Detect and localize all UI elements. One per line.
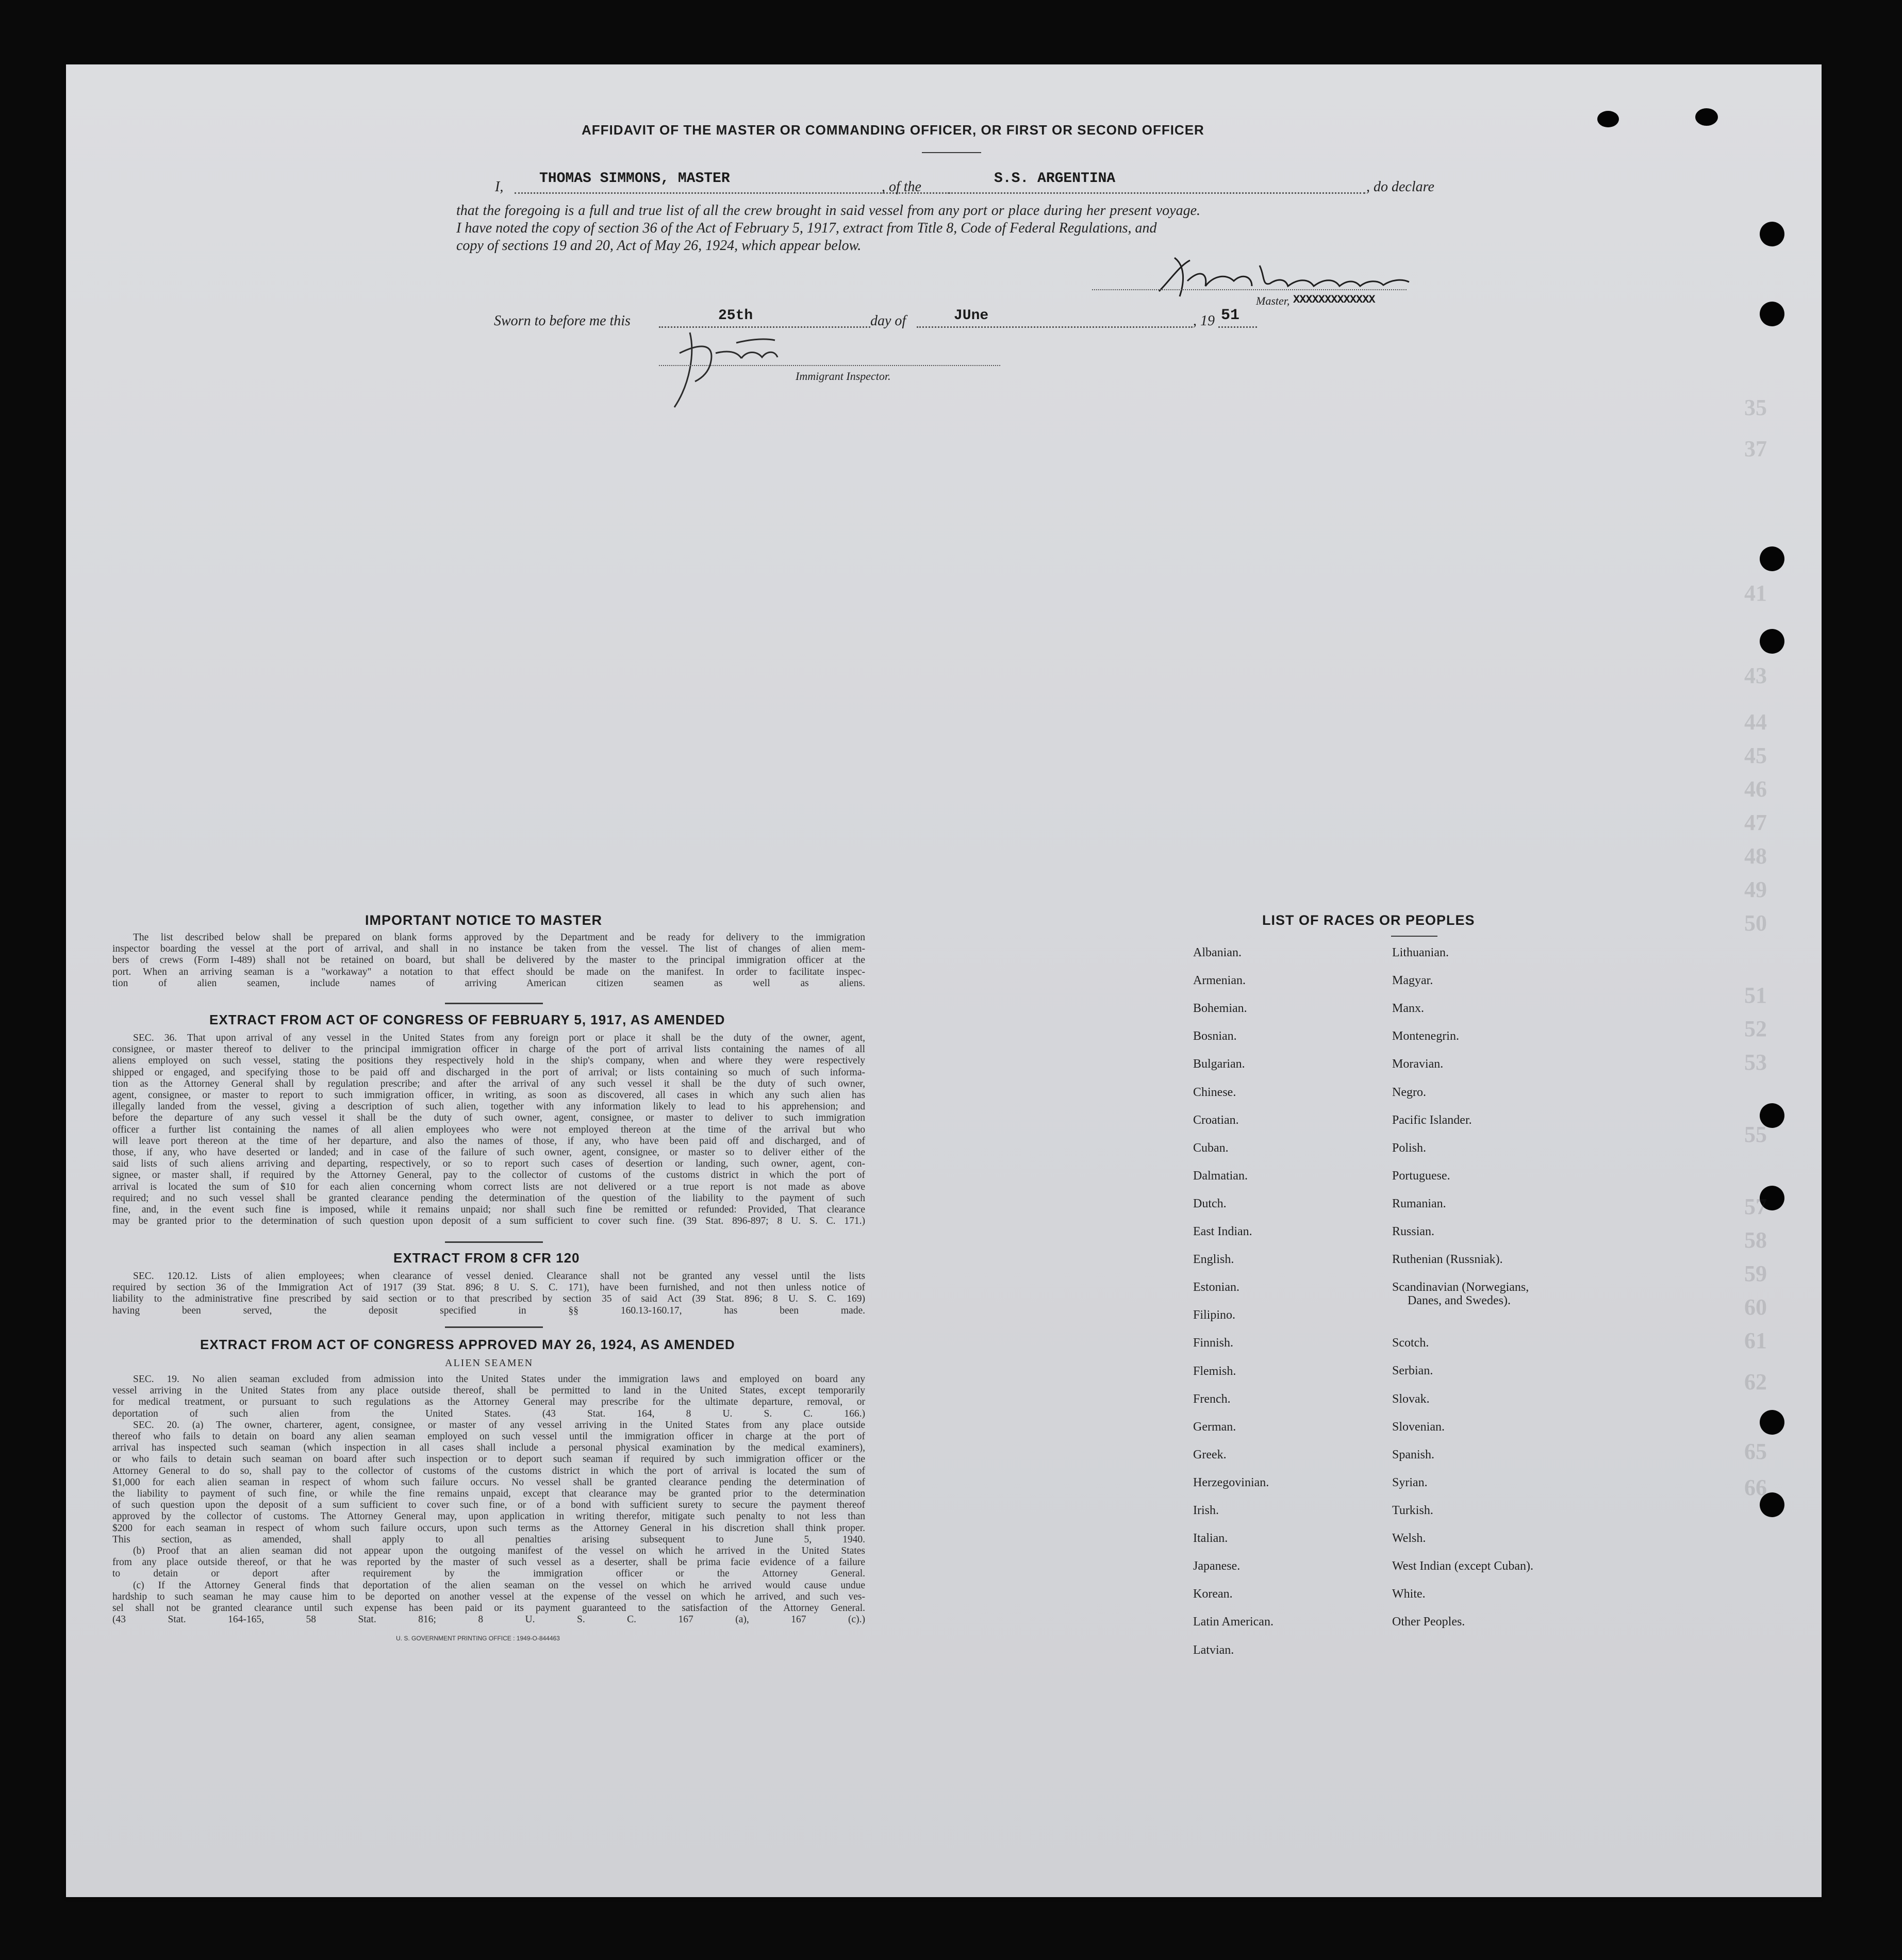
race-item: Slovenian.	[1392, 1420, 1445, 1434]
race-item: Montenegrin.	[1392, 1029, 1459, 1043]
race-item: Estonian.	[1193, 1281, 1239, 1294]
do-declare-label: , do declare	[1366, 179, 1434, 195]
race-item: Other Peoples.	[1392, 1615, 1465, 1629]
race-item: Bosnian.	[1193, 1029, 1237, 1043]
text-line: aliens employed on such vessel, stating the positions they respectively hold in the ship's company, when and where they were respectively	[112, 1055, 865, 1067]
race-item: Polish.	[1392, 1141, 1427, 1155]
extract-1917-title: EXTRACT FROM ACT OF CONGRESS OF FEBRUARY 5, 1917, AS AMENDED	[209, 1012, 725, 1027]
text-line: SEC. 120.12. Lists of alien employees; when clearance of vessel denied. Clearance shall not be granted any vessel until the lists	[133, 1271, 865, 1282]
text-line: those, if any, who have deserted or landed; and in case of the failure of such owner, agent, consignee, or master so to deliver either of the	[112, 1147, 865, 1158]
inspector-signature	[659, 322, 783, 415]
race-item: Flemish.	[1193, 1364, 1236, 1378]
race-item: Welsh.	[1392, 1532, 1426, 1545]
text-line: deportation of such alien from the United States. (43 Stat. 164, 8 U. S. C. 166.)	[112, 1408, 865, 1419]
text-line: illegally landed from the vessel, giving a description of such alien, together with any information likely to lead to his apprehension; and	[112, 1101, 865, 1112]
text-line: SEC. 36. That upon arrival of any vessel in the United States from any foreign port or place it shall be the duty of the owner, agent,	[133, 1033, 865, 1043]
text-line: (43 Stat. 164-165, 58 Stat. 816; 8 U. S. C. 167 (a), 167 (c).)	[112, 1614, 865, 1625]
race-item: Pacific Islander.	[1392, 1113, 1472, 1127]
race-item: Negro.	[1392, 1085, 1426, 1099]
punch-hole	[1760, 222, 1784, 246]
race-item: Scotch.	[1392, 1336, 1429, 1350]
extract-1924-body	[112, 1374, 865, 1625]
text-line: tion of alien seamen, include names of arriving American citizen seamen as well as aliens.	[112, 977, 865, 989]
text-line: for medical treatment, or pursuant to such regulations as the Attorney General may prescribe for the ultimate departure, removal, or	[112, 1397, 865, 1408]
text-line: arrival has inspected such seaman (which inspection in all cases shall include a personal physical examination by the medical examiners),	[112, 1442, 865, 1454]
punch-hole	[1760, 302, 1784, 326]
year-value: 51	[1221, 307, 1240, 324]
race-item: Moravian.	[1392, 1057, 1444, 1071]
document-sheet: 35 37 41 43 44 45 46 47 48 49 50 51 52 53 55 57 58 59 60 61 62 65 66 AFFIDAVIT OF THE MASTER OR COMMANDING OFFICER, OR FIRST OR SECOND OFFICER I, THOMAS SIMMONS, MASTER , of the S.S. ARGENTINA , do declare that the foregoing is a full and true list of all the crew brought in said vessel from any port or place during her present voyage. I have noted the copy of section 36 of the Act of February 5, 1917, extract from Title 8, Code of Federal Regulations, and copy of sections 19 and 20, Act of May 26, 1924, which appear below. Master, XXXXXXXXXXXXX Sworn to before me this 25th day of JUne , 19 51 Immigrant Inspector. IMPORTANT NOTICE TO MASTER The list described below shall be prepared on blank forms approved by the Department and be ready for delivery to the immigration inspector boarding the vessel at the port of arrival, and shall in no instance be taken from the vessel. The list of changes of alien mem- bers of crews (Form I-489) shall not be retained on board, but shall be delivered by the master to the principal immigration officer at the port. When an arriving seaman is a "workaway" a notation to that effect should be made on the manifest. In order to facilitate inspec- tion of alien seamen, include names of arriving American citizen seamen as well as aliens. EXTRACT FROM ACT OF CONGRESS OF FEBRUARY 5, 1917, AS AMENDED SEC. 36. That upon arrival of any vessel in the United States from any foreign port or place it shall be the duty of the owner, agent, consignee, or master thereof to deliver to the principal immigration officer in charge of the port of arrival lists containing the names of all aliens employed on such vessel, stating the positions they respectively hold in the ship's company, when and where they were respectively shipped or engaged, and specifying those to be paid off and discharged in the port of arrival; or lists containing so much of such informa- tion as the Attorney General shall by regulation prescribe; and after the arrival of any such vessel it shall be the duty of such owner, agent, consignee, or master to report to such immigration officer, in writing, as soon as discovered, all cases in which any such alien has illegally landed from the vessel, giving a description of such alien, together with any information likely to lead to his apprehension; and before the departure of any such vessel it shall be the duty of such owner, agent, consignee, or master to deliver to such immigration officer a further list containing the names of all alien employees who were not employed thereon at the time of the arrival but who will leave port thereon at the time of her departure, and also the names of those, if any, who have been paid off and discharged, and of those, if any, who have deserted or landed; and in case of the failure of such owner, agent, consignee, or master so to deliver either of the said lists of such aliens arriving and departing, respectively, or so to report such cases of desertion or landing, such owner, agent, con- signee, or master shall, if required by the Attorney General, pay to the collector of customs of the customs district in which the port of arrival is located the sum of $10 for each alien concerning whom correct lists are not delivered or a true report is not made as above required; and no such vessel shall be granted clearance pending the determination of the question of the liability to the payment of such fine, and, in the event such fine is imposed, while it remains unpaid; nor shall such fine be remitted or refunded: Provided, That clearance may be granted prior to the determination of such question upon deposit of a sum sufficient to cover such fine. (39 Stat. 896-897; 8 U. S. C. 171.) EXTRACT FROM 8 CFR 120 SEC. 120.12. Lists of alien employees; when clearance of vessel denied. Clearance shall not be granted any vessel until the lists required by section 36 of the Immigration Act of 1917 (39 Stat. 896; 8 U. S. C. 171), have been furnished, and not then unless notice of liability to the administrative fine prescribed by said section or to that prescribed by section 35 of said Act (39 Stat. 896; 8 U. S. C. 169) having been served, the deposit specified in §§ 160.13-160.17, has been made. EXTRACT FROM ACT OF CONGRESS APPROVED MAY 26, 1924, AS AMENDED ALIEN SEAMEN SEC. 19. No alien seaman excluded from admission into the United States under the immigration laws and employed on board any vessel arriving in the United States from any place outside thereof, shall be permitted to land in the United States, except temporarily for medical treatment, or pursuant to such regulations as the Attorney General may prescribe for the ultimate departure, removal, or deportation of such alien from the United States. (43 Stat. 164, 8 U. S. C. 166.) SEC. 20. (a) The owner, charterer, agent, consignee, or master of any vessel arriving in the United States from any place outside thereof who fails to detain on board any alien seaman employed on such vessel until the immigration officer in charge at the port of arrival has inspected such seaman (which inspection in all cases shall include a personal physical examination by the medical examiners), or who fails to detain such seaman on board after such inspection or to deport such seaman if required by such immigration officer or the Attorney General to do so, shall pay to the collector of customs of the customs district in which the port of arrival is located the sum of $1,000 for each alien seaman in respect of whom such failure occurs. No vessel shall be granted clearance pending the determination of the liability to payment of such fine, or while the fine remains unpaid, except that clearance may be granted prior to the determination of such question upon the deposit of a sum sufficient to cover such fine, or of a bond with sufficient surety to secure the payment thereof approved by the collector of customs. The Attorney General may, upon application in writing therefor, mitigate such penalty to not less than $200 for each seaman in respect of whom such failure occurs, upon such terms as the Attorney General in his discretion shall think proper. This section, as amended, shall apply to all penalties arising subsequent to June 5, 1940. (b) Proof that an alien seaman did not appear upon the outgoing manifest of the vessel on which he arrived in the United States from any place outside thereof, or that he was reported by the master of such vessel as a deserter, shall be prima facie evidence of a failure to detain or deport after requirement by the immigration officer or the Attorney General. (c) If the Attorney General finds that deportation of the alien seaman on the vessel on which he arrived would cause undue hardship to such seaman he may cause him to be deported on another vessel at the expense of the vessel on which he arrived, and such ves- sel shall not be granted clearance until such expense has been paid or its payment guaranteed to the satisfaction of the Attorney General. (43 Stat. 164-165, 58 Stat. 816; 8 U. S. C. 167 (a), 167 (c).) U. S. GOVERNMENT PRINTING OFFICE : 1949-O-844463 LIST OF RACES OR PEOPLES Albanian. Armenian. Bohemian. Bosnian. Bulgarian. Chinese. Croatian. Cuban. Dalmatian. Dutch. East Indian. English. Estonian. Filipino. Finnish. Flemish. French. German. Greek. Herzegovinian. Irish. Italian. Japanese. Korean. Latin American. Latvian. Lithuanian. Magyar. Manx. Montenegrin. Moravian. Negro. Pacific Islander. Polish. Portuguese. Rumanian. Russian. Ruthenian (Russniak). Scandinavian (Norwegians, Danes, and Swedes). Scotch. Serbian. Slovak. Slovenian. Spanish. Syrian. Turkish. Welsh. West Indian (except Cuban). White. Other Peoples.	[66, 64, 1822, 1897]
affidavit-body-line-3: copy of sections 19 and 20, Act of May 26, 1924, which appear below.	[456, 238, 862, 254]
affidavit-title: AFFIDAVIT OF THE MASTER OR COMMANDING OFFICER, OR FIRST OR SECOND OFFICER	[582, 122, 1204, 138]
race-item: Latvian.	[1193, 1643, 1234, 1657]
text-line: signee, or master shall, if required by the Attorney General, pay to the collector of customs of the customs district in which the port of	[112, 1170, 865, 1181]
text-line: required by section 36 of the Immigration Act of 1917 (39 Stat. 896; 8 U. S. C. 171), have been furnished, and not then unless notice of	[112, 1282, 865, 1293]
extract-1924-title: EXTRACT FROM ACT OF CONGRESS APPROVED MAY 26, 1924, AS AMENDED	[200, 1337, 735, 1352]
text-line: SEC. 20. (a) The owner, charterer, agent, consignee, or master of any vessel arriving in the United States from any place outside	[133, 1419, 865, 1431]
race-item: German.	[1193, 1420, 1236, 1434]
race-item: Dalmatian.	[1193, 1169, 1248, 1183]
punch-hole	[1695, 108, 1718, 126]
divider	[445, 1241, 543, 1243]
text-line: sel shall not be granted clearance until such expense has been paid or its payment guaranteed to the satisfaction of the Attorney General.	[112, 1603, 865, 1614]
punch-hole	[1760, 546, 1784, 571]
text-line: from any place outside thereof, or that he was reported by the master of such vessel as a deserter, shall be prima facie evidence of a failure	[112, 1557, 865, 1568]
race-item: English.	[1193, 1253, 1234, 1267]
i-label: I,	[495, 179, 504, 195]
race-item: Irish.	[1193, 1504, 1219, 1517]
text-line: (c) If the Attorney General finds that deportation of the alien seaman on the vessel on which he arrived would cause undue	[133, 1580, 865, 1591]
race-item: Manx.	[1392, 1002, 1424, 1016]
extract-1924-subtitle: ALIEN SEAMEN	[445, 1357, 534, 1369]
race-item: Magyar.	[1392, 974, 1433, 988]
race-item: French.	[1193, 1392, 1231, 1406]
divider	[445, 1326, 543, 1328]
race-item: Croatian.	[1193, 1113, 1239, 1127]
of-the-label: , of the	[882, 179, 921, 195]
race-item: Russian.	[1392, 1225, 1435, 1238]
text-line: said lists of such aliens arriving and departing, respectively, or so to report such cases of desertion or landing, such owner, agent, con-	[112, 1158, 865, 1170]
race-item: Herzegovinian.	[1193, 1475, 1269, 1489]
race-item: Latin American.	[1193, 1615, 1273, 1629]
vessel-name-value: S.S. ARGENTINA	[994, 171, 1116, 187]
race-item: Armenian.	[1193, 974, 1246, 988]
punch-hole	[1760, 629, 1784, 654]
notice-title: IMPORTANT NOTICE TO MASTER	[365, 912, 602, 928]
race-item: Albanian.	[1193, 946, 1242, 959]
text-line: will leave port thereon at the time of her departure, and also the names of those, if any, who have been paid off and discharged, and of	[112, 1135, 865, 1147]
race-item: Bohemian.	[1193, 1002, 1247, 1016]
race-item: Bulgarian.	[1193, 1057, 1245, 1071]
year-prefix: , 19	[1193, 313, 1215, 329]
punch-hole	[1760, 1410, 1784, 1435]
text-line: the liability to payment of such fine, or while the fine remains unpaid, except that clearance may be granted prior to the determination	[112, 1488, 865, 1500]
text-line: shipped or engaged, and specifying those to be paid off and discharged in the port of arrival; or lists containing so much of such informa-	[112, 1067, 865, 1078]
text-line: $1,000 for each alien seaman in respect of whom such failure occurs. No vessel shall be granted clearance pending the determination of	[112, 1476, 865, 1488]
text-line: SEC. 19. No alien seaman excluded from admission into the United States under the immigration laws and employed on board any	[133, 1374, 865, 1385]
text-line: The list described below shall be prepared on blank forms approved by the Department and be ready for delivery to the immigration	[133, 932, 865, 943]
race-item: Finnish.	[1193, 1336, 1234, 1350]
text-line: approved by the collector of customs. The Attorney General may, upon application in writing therefor, mitigate such penalty to not less than	[112, 1511, 865, 1522]
affidavit-body-line-2: I have noted the copy of section 36 of the Act of February 5, 1917, extract from Title 8, Code of Federal Regulations, and	[456, 220, 1157, 236]
text-line: thereof who fails to detain on board any alien seaman employed on such vessel until the immigration officer in charge at the port of	[112, 1431, 865, 1442]
race-item: Korean.	[1193, 1587, 1233, 1601]
master-caption: Master,	[1256, 294, 1290, 307]
divider	[445, 1003, 543, 1004]
race-item: Greek.	[1193, 1448, 1227, 1461]
text-line: arrival is located the sum of $10 for each alien concerning whom correct lists are not delivered or a true report is not made as above	[112, 1181, 865, 1192]
day-of-label: day of	[870, 313, 906, 329]
text-line: of such question upon the deposit of a sum sufficient to cover such fine, or of a bond with sufficient surety to secure the payment thereof	[112, 1500, 865, 1511]
race-item: East Indian.	[1193, 1225, 1252, 1238]
vessel-name-line	[948, 192, 1365, 194]
text-line: liability to the administrative fine prescribed by said section or to that prescribed by section 35 of said Act (39 Stat. 896; 8 U. S. C. 169)	[112, 1293, 865, 1305]
sworn-month-value: JUne	[954, 308, 989, 324]
race-item: Slovak.	[1392, 1392, 1430, 1406]
race-item: Italian.	[1193, 1532, 1228, 1546]
race-item: Turkish.	[1392, 1503, 1433, 1517]
sworn-day-value: 25th	[718, 308, 753, 324]
text-line: hardship to such seaman he may cause him to be deported on another vessel at the expense of the vessel on which he arrived, and such ves-	[112, 1591, 865, 1602]
inspector-signature-line	[659, 365, 1000, 366]
race-item: West Indian (except Cuban).	[1392, 1559, 1533, 1573]
races-title: LIST OF RACES OR PEOPLES	[1262, 912, 1475, 928]
inspector-caption: Immigrant Inspector.	[796, 370, 891, 383]
struck-text: XXXXXXXXXXXXX	[1293, 293, 1375, 306]
text-line: having been served, the deposit specified in §§ 160.13-160.17, has been made.	[112, 1305, 865, 1316]
notice-body	[112, 932, 865, 989]
text-line: tion as the Attorney General shall by regulation prescribe; and after the arrival of any such vessel it shall be the duty of such owner,	[112, 1078, 865, 1089]
text-line: inspector boarding the vessel at the port of arrival, and shall in no instance be taken from the vessel. The list of changes of alien mem-	[112, 943, 865, 955]
race-item: Cuban.	[1193, 1141, 1229, 1155]
extract-cfr-body	[112, 1271, 865, 1317]
text-line: vessel arriving in the United States from any place outside thereof, shall be permitted to land in the United States, except temporarily	[112, 1385, 865, 1397]
race-item: Lithuanian.	[1392, 946, 1449, 959]
affidavit-body-line-1: that the foregoing is a full and true list of all the crew brought in said vessel from any port or place during her present voyage.	[456, 203, 1201, 219]
race-item: Dutch.	[1193, 1197, 1227, 1210]
printer-imprint: U. S. GOVERNMENT PRINTING OFFICE : 1949-O-844463	[396, 1635, 560, 1642]
sworn-label: Sworn to before me this	[494, 313, 631, 329]
text-line: to detain or deport after requirement by the immigration officer or the Attorney General.	[112, 1568, 865, 1580]
text-line: port. When an arriving seaman is a "workaway" a notation to that effect should be made on the manifest. In order to facilitate inspec-	[112, 966, 865, 977]
text-line: or who fails to detain such seaman on board after such inspection or to deport such seaman if required by such immigration officer or the	[112, 1454, 865, 1465]
text-line: required; and no such vessel shall be granted clearance pending the determination of the question of the liability to the payment of such	[112, 1192, 865, 1204]
race-item: Syrian.	[1392, 1475, 1428, 1489]
race-item: Serbian.	[1392, 1364, 1433, 1378]
race-item: White.	[1392, 1587, 1426, 1601]
text-line: bers of crews (Form I-489) shall not be retained on board, but shall be delivered by the master to the principal immigration officer at the	[112, 955, 865, 966]
text-line: before the departure of any such vessel it shall be the duty of such owner, agent, consignee, or master to deliver to such immigration	[112, 1112, 865, 1124]
text-line: agent, consignee, or master to report to such immigration officer, in writing, as soon as discovered, all cases in which any such alien has	[112, 1090, 865, 1101]
text-line: (b) Proof that an alien seaman did not appear upon the outgoing manifest of the vessel on which he arrived in the United States	[133, 1546, 865, 1557]
race-item: Rumanian.	[1392, 1197, 1446, 1210]
text-line: fine, and, in the event such fine is imposed, while it remains unpaid; nor shall such fine be remitted or refunded: Provided, That clearance	[112, 1204, 865, 1216]
sworn-month-line	[917, 326, 1193, 328]
text-line: consignee, or master thereof to deliver to the principal immigration officer in charge of the port of arrival lists containing the names of all	[112, 1044, 865, 1055]
text-line: officer a further list containing the names of all alien employees who were not employed thereon at the time of the arrival but who	[112, 1124, 865, 1135]
race-item: Filipino.	[1193, 1308, 1236, 1322]
race-item: Danes, and Swedes).	[1408, 1294, 1511, 1308]
text-line: Attorney General to do so, shall pay to the collector of customs of the customs district in which the port of arrival is located the sum of	[112, 1465, 865, 1476]
master-name-value: THOMAS SIMMONS, MASTER	[539, 171, 730, 187]
race-item: Chinese.	[1193, 1085, 1236, 1099]
race-item: Ruthenian (Russniak).	[1392, 1253, 1503, 1267]
punch-hole	[1597, 111, 1619, 127]
race-item: Portuguese.	[1392, 1169, 1450, 1183]
race-item: Scandinavian (Norwegians,	[1392, 1281, 1529, 1294]
divider	[922, 152, 981, 153]
extract-1917-body	[112, 1033, 865, 1227]
text-line: This section, as amended, shall apply to all penalties arising subsequent to June 5, 1940.	[112, 1534, 865, 1545]
divider	[1391, 936, 1437, 937]
text-line: $200 for each seaman in respect of whom such failure occurs, upon such terms as the Attorney General in his discretion shall think proper.	[112, 1522, 865, 1534]
master-signature-line	[1092, 289, 1407, 290]
race-item: Japanese.	[1193, 1559, 1241, 1573]
year-line	[1218, 326, 1257, 328]
text-line: may be granted prior to the determination of such question upon deposit of a sum sufficient to cover such fine. (39 Stat. 896-897; 8 U. S. C. 171.)	[112, 1216, 865, 1227]
extract-cfr-title: EXTRACT FROM 8 CFR 120	[393, 1250, 580, 1266]
race-item: Spanish.	[1392, 1448, 1435, 1461]
